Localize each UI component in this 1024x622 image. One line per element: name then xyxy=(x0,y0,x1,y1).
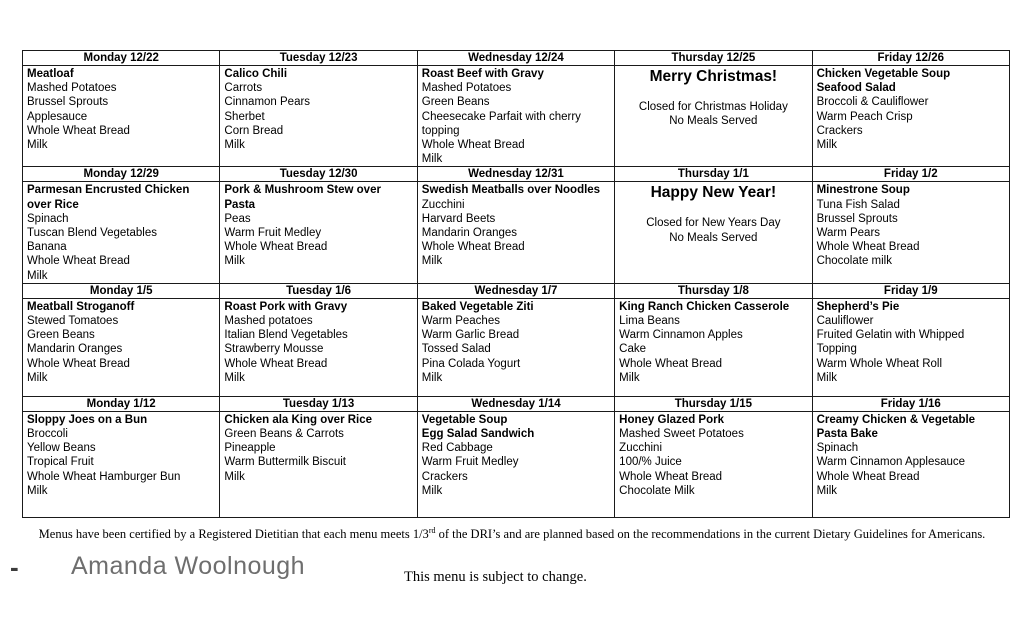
holiday-title: Happy New Year! xyxy=(650,184,777,202)
menu-item: Whole Wheat Bread xyxy=(816,470,920,483)
menu-item: Whole Wheat Hamburger Bun xyxy=(27,470,181,483)
menu-item: Warm Fruit Medley xyxy=(224,227,322,240)
menu-item: Milk xyxy=(619,371,640,384)
day-header: Thursday 1/8 xyxy=(615,283,812,298)
menu-item: Swedish Meatballs over Noodles xyxy=(421,184,601,197)
day-header: Tuesday 12/23 xyxy=(220,51,417,66)
menu-item: Mashed Potatoes xyxy=(27,82,117,95)
menu-item: Warm Fruit Medley xyxy=(421,456,519,469)
menu-item: Chicken ala King over Rice xyxy=(224,413,373,426)
day-header: Wednesday 1/14 xyxy=(417,396,614,411)
menu-item: Cake xyxy=(619,343,647,356)
holiday-line: No Meals Served xyxy=(669,115,758,128)
day-header: Tuesday 1/6 xyxy=(220,283,417,298)
menu-item: Spinach xyxy=(27,212,69,225)
menu-item: Chocolate milk xyxy=(816,255,892,268)
day-menu-cell xyxy=(615,298,812,396)
menu-item: Crackers xyxy=(816,124,863,137)
holiday-cell xyxy=(615,66,812,167)
day-header: Tuesday 1/13 xyxy=(220,396,417,411)
menu-item: Mashed potatoes xyxy=(224,315,313,328)
menu-item: Pork & Mushroom Stew over Pasta xyxy=(224,184,381,211)
day-header: Thursday 1/1 xyxy=(615,167,812,182)
signature-dash: - xyxy=(10,552,19,582)
menu-item: Tuscan Blend Vegetables xyxy=(27,227,157,240)
menu-item: Milk xyxy=(421,371,443,384)
menu-item: Spinach xyxy=(816,442,859,455)
menu-item: Whole Wheat Bread xyxy=(27,255,130,268)
menu-item: Mandarin Oranges xyxy=(27,343,123,356)
day-menu-cell xyxy=(23,411,220,517)
day-menu-cell xyxy=(220,411,417,517)
signature-name: Amanda Woolnough xyxy=(71,552,306,580)
menu-item: Whole Wheat Bread xyxy=(619,357,723,370)
day-menu-cell xyxy=(23,182,220,283)
menu-item: Cinnamon Pears xyxy=(224,96,311,109)
menu-item: Chicken Vegetable Soup xyxy=(816,68,951,80)
menu-item: Tuna Fish Salad xyxy=(816,198,900,211)
day-header: Wednesday 12/31 xyxy=(417,167,614,182)
certification-text-pre: Menus have been certified by a Registered Dietitian that each menu meets 1/3 xyxy=(38,527,429,542)
menu-item: Creamy Chicken & Vegetable Pasta Bake xyxy=(816,413,976,441)
week-1-header-row xyxy=(23,51,1010,66)
menu-item: Warm Buttermilk Biscuit xyxy=(224,456,347,469)
day-menu-cell xyxy=(220,298,417,396)
menu-item: Milk xyxy=(27,269,48,282)
menu-item: Milk xyxy=(421,255,443,268)
menu-item: Warm Cinnamon Applesauce xyxy=(816,456,966,469)
menu-item: Milk xyxy=(224,255,245,268)
day-menu-cell xyxy=(220,182,417,283)
holiday-title: Merry Christmas! xyxy=(649,68,778,85)
menu-item: Harvard Beets xyxy=(421,212,496,225)
day-header: Tuesday 12/30 xyxy=(220,167,417,182)
day-menu-cell xyxy=(417,182,614,283)
day-menu-cell xyxy=(417,298,614,396)
menu-item: Warm Cinnamon Apples xyxy=(619,329,743,342)
menu-item: Whole Wheat Bread xyxy=(421,241,525,254)
menu-item: Mandarin Oranges xyxy=(421,227,518,240)
day-menu-cell xyxy=(220,66,417,167)
menu-item: Zucchini xyxy=(421,198,465,211)
holiday-line: Closed for New Years Day xyxy=(646,217,781,230)
day-header: Monday 1/5 xyxy=(23,283,220,298)
menu-item: Peas xyxy=(224,212,251,225)
menu-item: Cheesecake Parfait with cherry topping xyxy=(421,110,581,137)
menu-table xyxy=(22,50,1010,518)
menu-item: Whole Wheat Bread xyxy=(619,470,723,483)
week-3-body-row xyxy=(23,298,1010,396)
day-header: Monday 12/22 xyxy=(23,51,220,66)
menu-item: Whole Wheat Bread xyxy=(224,241,328,254)
week-1-body-row xyxy=(23,66,1010,167)
menu-item: Green Beans xyxy=(27,329,95,342)
day-header: Monday 1/12 xyxy=(23,396,220,411)
menu-item: Brussel Sprouts xyxy=(27,96,109,109)
day-menu-cell xyxy=(23,298,220,396)
menu-item: Pineapple xyxy=(224,442,276,455)
menu-item: Egg Salad Sandwich xyxy=(421,428,535,441)
menu-item: Italian Blend Vegetables xyxy=(224,329,348,342)
menu-item: Warm Garlic Bread xyxy=(421,329,520,342)
day-header: Friday 1/9 xyxy=(812,283,1009,298)
menu-calendar xyxy=(22,50,1010,518)
menu-item: Roast Beef with Gravy xyxy=(421,68,544,80)
day-menu-cell xyxy=(812,182,1009,283)
menu-item: Applesauce xyxy=(27,110,88,123)
menu-item: Red Cabbage xyxy=(421,442,493,455)
menu-item: Milk xyxy=(816,371,838,384)
day-header: Friday 1/16 xyxy=(812,396,1009,411)
day-header: Thursday 12/25 xyxy=(615,51,812,66)
menu-item: Chocolate Milk xyxy=(619,484,695,497)
menu-item: Cauliflower xyxy=(816,315,874,328)
menu-item: Vegetable Soup xyxy=(421,413,508,426)
menu-item: King Ranch Chicken Casserole xyxy=(619,300,790,313)
certification-text-post: of the DRI’s and are planned based on the recommendations in the current Dietary Guidelines for Americans. xyxy=(435,527,986,542)
menu-item: Brussel Sprouts xyxy=(816,212,898,225)
week-4-body-row xyxy=(23,411,1010,517)
menu-item: Seafood Salad xyxy=(816,82,896,95)
menu-item: Milk xyxy=(27,139,48,152)
menu-item: Milk xyxy=(816,484,838,497)
menu-item: Minestrone Soup xyxy=(816,184,910,197)
menu-item: Milk xyxy=(224,139,245,152)
certification-note xyxy=(0,526,1024,542)
holiday-cell xyxy=(615,182,812,283)
day-menu-cell xyxy=(417,411,614,517)
menu-item: Milk xyxy=(27,371,48,384)
menu-item: Parmesan Encrusted Chicken over Rice xyxy=(27,184,190,211)
subject-to-change-note: This menu is subject to change. xyxy=(404,569,587,585)
day-menu-cell xyxy=(23,66,220,167)
menu-item: Lima Beans xyxy=(619,315,680,328)
menu-item: Milk xyxy=(224,371,245,384)
menu-item: Milk xyxy=(816,139,838,152)
menu-item: Crackers xyxy=(421,470,468,483)
menu-item: Shepherd’s Pie xyxy=(816,300,900,313)
menu-item: Warm Pears xyxy=(816,227,881,240)
menu-item: Broccoli & Cauliflower xyxy=(816,96,929,109)
menu-item: Broccoli xyxy=(27,428,68,441)
menu-item: Milk xyxy=(224,470,245,483)
menu-item: Honey Glazed Pork xyxy=(619,413,724,426)
menu-item: Tossed Salad xyxy=(421,343,491,356)
day-menu-cell xyxy=(812,411,1009,517)
menu-item: Stewed Tomatoes xyxy=(27,315,119,328)
menu-item: Baked Vegetable Ziti xyxy=(421,300,534,313)
menu-item: Whole Wheat Bread xyxy=(27,124,130,137)
menu-item: Banana xyxy=(27,241,67,254)
day-menu-cell xyxy=(615,411,812,517)
menu-item: Whole Wheat Bread xyxy=(27,357,130,370)
menu-item: 100/% Juice xyxy=(619,456,682,469)
menu-item: Milk xyxy=(27,484,48,497)
day-header: Monday 12/29 xyxy=(23,167,220,182)
menu-item: Whole Wheat Bread xyxy=(421,139,525,152)
week-2-header-row xyxy=(23,167,1010,182)
menu-item: Sherbet xyxy=(224,110,265,123)
holiday-line: Closed for Christmas Holiday xyxy=(638,101,788,113)
menu-item: Milk xyxy=(421,153,443,166)
week-4-header-row xyxy=(23,396,1010,411)
menu-item: Mashed Sweet Potatoes xyxy=(619,428,744,441)
menu-item: Tropical Fruit xyxy=(27,456,94,469)
menu-item: Milk xyxy=(421,484,443,497)
day-menu-cell xyxy=(417,66,614,167)
menu-item: Carrots xyxy=(224,82,263,95)
menu-item: Meatball Stroganoff xyxy=(27,300,135,313)
day-header: Wednesday 12/24 xyxy=(417,51,614,66)
day-header: Friday 1/2 xyxy=(812,167,1009,182)
menu-item: Zucchini xyxy=(619,442,662,455)
menu-item: Mashed Potatoes xyxy=(421,82,512,95)
menu-item: Green Beans & Carrots xyxy=(224,428,344,441)
holiday-line: No Meals Served xyxy=(669,231,758,244)
menu-item: Corn Bread xyxy=(224,124,284,137)
menu-item: Yellow Beans xyxy=(27,442,96,455)
certification-superscript: rd xyxy=(428,526,436,535)
menu-item: Roast Pork with Gravy xyxy=(224,300,348,313)
day-header: Friday 12/26 xyxy=(812,51,1009,66)
menu-item: Pina Colada Yogurt xyxy=(421,357,521,370)
week-3-header-row xyxy=(23,283,1010,298)
menu-item: Warm Peaches xyxy=(421,315,500,328)
menu-item: Warm Peach Crisp xyxy=(816,110,913,123)
week-2-body-row xyxy=(23,182,1010,283)
day-menu-cell xyxy=(812,66,1009,167)
menu-item: Green Beans xyxy=(421,96,490,109)
menu-item: Sloppy Joes on a Bun xyxy=(27,413,148,426)
menu-item: Whole Wheat Bread xyxy=(816,241,920,254)
menu-item: Calico Chili xyxy=(224,68,288,80)
menu-item: Fruited Gelatin with Whipped Topping xyxy=(816,329,965,356)
day-header: Wednesday 1/7 xyxy=(417,283,614,298)
day-header: Thursday 1/15 xyxy=(615,396,812,411)
menu-item: Warm Whole Wheat Roll xyxy=(816,357,943,370)
menu-item: Meatloaf xyxy=(27,68,74,80)
menu-item: Strawberry Mousse xyxy=(224,343,324,356)
day-menu-cell xyxy=(812,298,1009,396)
menu-item: Whole Wheat Bread xyxy=(224,357,328,370)
